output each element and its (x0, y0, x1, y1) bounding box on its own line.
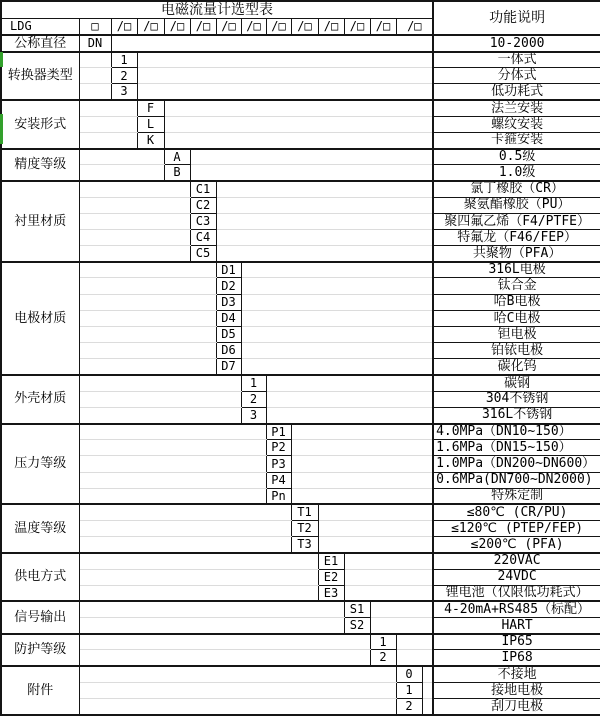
left-gap-cell (79, 682, 396, 698)
left-gap-cell (79, 391, 241, 407)
right-gap-cell (266, 391, 433, 407)
right-gap-cell (344, 585, 433, 601)
right-gap-cell (291, 488, 433, 504)
description-cell: ≤120℃ (PTEP/FEP) (433, 521, 600, 537)
left-gap-cell (79, 569, 318, 585)
left-gap-cell (79, 698, 396, 715)
table-row (1, 618, 600, 634)
code-cell: P3 (266, 456, 291, 472)
code-cell: Pn (266, 488, 291, 504)
code-cell: S2 (344, 618, 370, 634)
description-cell: 0.6MPa(DN700~DN2000) (433, 472, 600, 488)
right-gap-cell (137, 84, 433, 100)
left-gap-cell (79, 68, 111, 84)
page-title: 电磁流量计选型表 (1, 1, 433, 18)
category-label: 供电方式 (1, 553, 79, 602)
left-gap-cell (79, 116, 137, 132)
category-label: 防护等级 (1, 634, 79, 666)
table-row (1, 1, 600, 18)
right-gap-cell (164, 116, 433, 132)
right-gap-cell (216, 181, 433, 197)
left-gap-cell (79, 278, 216, 294)
category-label: 压力等级 (1, 424, 79, 505)
table-row (1, 165, 600, 181)
description-cell: 钛合金 (433, 278, 600, 294)
right-gap-cell (422, 666, 433, 682)
table-row (1, 634, 600, 650)
left-gap-cell (79, 132, 137, 148)
left-gap-cell (79, 246, 190, 262)
left-gap-cell (79, 375, 241, 391)
right-gap-cell (137, 68, 433, 84)
table-row (1, 310, 600, 326)
table-row (1, 650, 600, 666)
left-gap-cell (79, 262, 216, 278)
code-cell: 2 (396, 698, 422, 715)
right-gap-cell (241, 326, 433, 342)
left-gap-cell (79, 181, 190, 197)
description-cell: 316L电极 (433, 262, 600, 278)
right-gap-cell (318, 537, 433, 553)
table-row (1, 229, 600, 245)
left-gap-cell (79, 213, 190, 229)
table-row (1, 52, 600, 68)
category-label: 信号输出 (1, 601, 79, 633)
left-gap-cell (79, 407, 241, 423)
description-cell: 0.5级 (433, 149, 600, 165)
code-cell: T2 (291, 521, 318, 537)
left-gap-cell (79, 84, 111, 100)
right-gap-cell (344, 553, 433, 569)
code-cell: 2 (241, 391, 266, 407)
code-cell: 1 (370, 634, 396, 650)
table-row (1, 440, 600, 456)
right-gap-cell (318, 521, 433, 537)
right-gap-cell (164, 132, 433, 148)
table-row (1, 601, 600, 617)
right-gap-cell (216, 197, 433, 213)
model-slot-cell: /□ (164, 18, 190, 35)
code-cell: B (164, 165, 190, 181)
description-cell: 钽电极 (433, 326, 600, 342)
left-gap-cell (79, 197, 190, 213)
category-label: 安装形式 (1, 100, 79, 149)
description-cell: 螺纹安装 (433, 116, 600, 132)
table-row (1, 149, 600, 165)
description-cell: 4-20mA+RS485（标配） (433, 601, 600, 617)
right-gap-cell (137, 52, 433, 68)
description-cell: 1.0级 (433, 165, 600, 181)
table-row (1, 246, 600, 262)
table-row (1, 424, 600, 440)
left-gap-cell (79, 537, 291, 553)
table-row (1, 116, 600, 132)
left-gap-cell (79, 585, 318, 601)
category-label: 外壳材质 (1, 375, 79, 424)
right-gap-cell (266, 407, 433, 423)
description-cell: 1.0MPa（DN200~DN600） (433, 456, 600, 472)
left-gap-cell (79, 165, 164, 181)
table-row (1, 132, 600, 148)
edge-artifact-green (0, 52, 3, 67)
left-gap-cell (79, 100, 137, 116)
table-row (1, 262, 600, 278)
description-cell: 卡箍安装 (433, 132, 600, 148)
right-gap-cell (291, 472, 433, 488)
table-row (1, 682, 600, 698)
left-gap-cell (79, 650, 370, 666)
edge-artifact-green (0, 114, 3, 144)
table-row (1, 456, 600, 472)
description-cell: 锂电池（仅限低功耗式） (433, 585, 600, 601)
code-cell: A (164, 149, 190, 165)
right-gap-cell (111, 35, 433, 51)
code-cell: F (137, 100, 164, 116)
right-gap-cell (396, 650, 433, 666)
code-cell: D6 (216, 343, 241, 359)
model-prefix-cell: LDG (1, 18, 79, 35)
description-cell: 一体式 (433, 52, 600, 68)
model-slot-cell: /□ (396, 18, 433, 35)
model-box-cell: □ (79, 18, 111, 35)
table-row (1, 698, 600, 715)
right-gap-cell (241, 262, 433, 278)
left-gap-cell (79, 52, 111, 68)
right-gap-cell (241, 278, 433, 294)
code-cell: E2 (318, 569, 344, 585)
right-gap-cell (396, 634, 433, 650)
model-slot-cell: /□ (291, 18, 318, 35)
description-cell: 氯丁橡胶（CR） (433, 181, 600, 197)
table-row (1, 375, 600, 391)
description-cell: 哈C电极 (433, 310, 600, 326)
right-gap-cell (422, 698, 433, 715)
code-cell: C2 (190, 197, 216, 213)
model-slot-cell: /□ (111, 18, 137, 35)
left-gap-cell (79, 472, 266, 488)
table-row (1, 359, 600, 375)
left-gap-cell (79, 504, 291, 520)
right-gap-cell (164, 100, 433, 116)
code-cell: C1 (190, 181, 216, 197)
code-cell: P4 (266, 472, 291, 488)
code-cell: C3 (190, 213, 216, 229)
model-slot-cell: /□ (266, 18, 291, 35)
table-row (1, 488, 600, 504)
description-cell: 哈B电极 (433, 294, 600, 310)
description-cell: HART (433, 618, 600, 634)
category-label: 衬里材质 (1, 181, 79, 262)
description-cell: 低功耗式 (433, 84, 600, 100)
table-row (1, 278, 600, 294)
description-cell: IP68 (433, 650, 600, 666)
right-gap-cell (370, 618, 433, 634)
code-cell: D2 (216, 278, 241, 294)
code-cell: C4 (190, 229, 216, 245)
table-row (1, 537, 600, 553)
right-gap-cell (216, 246, 433, 262)
right-gap-cell (241, 343, 433, 359)
table-row (1, 213, 600, 229)
table-row (1, 666, 600, 682)
right-gap-cell (370, 601, 433, 617)
table-row (1, 407, 600, 423)
description-cell: 特氟龙（F46/FEP） (433, 229, 600, 245)
right-gap-cell (190, 149, 433, 165)
left-gap-cell (79, 618, 344, 634)
code-cell: P1 (266, 424, 291, 440)
right-gap-cell (291, 456, 433, 472)
code-cell: L (137, 116, 164, 132)
description-cell: 不接地 (433, 666, 600, 682)
category-label: 温度等级 (1, 504, 79, 553)
model-slot-cell: /□ (190, 18, 216, 35)
left-gap-cell (79, 440, 266, 456)
table-row (1, 585, 600, 601)
left-gap-cell (79, 601, 344, 617)
description-cell: 10-2000 (433, 35, 600, 51)
code-cell: 0 (396, 666, 422, 682)
table-row (1, 326, 600, 342)
left-gap-cell (79, 149, 164, 165)
code-cell: D5 (216, 326, 241, 342)
code-cell: 1 (396, 682, 422, 698)
left-gap-cell (79, 424, 266, 440)
description-cell: 碳钢 (433, 375, 600, 391)
left-gap-cell (79, 553, 318, 569)
function-column-header: 功能说明 (433, 1, 600, 35)
description-cell: ≤80℃ (CR/PU) (433, 504, 600, 520)
code-cell: E3 (318, 585, 344, 601)
left-gap-cell (79, 634, 370, 650)
table-row (1, 569, 600, 585)
code-cell: C5 (190, 246, 216, 262)
code-cell: K (137, 132, 164, 148)
table-row (1, 84, 600, 100)
code-cell: 3 (111, 84, 137, 100)
model-slot-cell: /□ (344, 18, 370, 35)
model-slot-cell: /□ (216, 18, 241, 35)
right-gap-cell (291, 440, 433, 456)
description-cell: 分体式 (433, 68, 600, 84)
description-cell: 220VAC (433, 553, 600, 569)
right-gap-cell (216, 229, 433, 245)
right-gap-cell (190, 165, 433, 181)
description-cell: 4.0MPa（DN10~150） (433, 424, 600, 440)
right-gap-cell (422, 682, 433, 698)
table-row (1, 504, 600, 520)
description-cell: 接地电极 (433, 682, 600, 698)
code-cell: D4 (216, 310, 241, 326)
code-cell: S1 (344, 601, 370, 617)
description-cell: ≤200℃ (PFA) (433, 537, 600, 553)
table-row (1, 343, 600, 359)
code-cell: P2 (266, 440, 291, 456)
description-cell: 聚氨酯橡胶（PU） (433, 197, 600, 213)
right-gap-cell (241, 310, 433, 326)
description-cell: 1.6MPa（DN15~150） (433, 440, 600, 456)
code-cell: 2 (111, 68, 137, 84)
code-cell: T1 (291, 504, 318, 520)
category-label: 电极材质 (1, 262, 79, 375)
category-label: 精度等级 (1, 149, 79, 181)
code-cell: 3 (241, 407, 266, 423)
code-cell: D7 (216, 359, 241, 375)
table-row (1, 35, 600, 51)
table-row (1, 181, 600, 197)
table-row (1, 553, 600, 569)
table-row (1, 68, 600, 84)
table-row (1, 100, 600, 116)
right-gap-cell (241, 359, 433, 375)
right-gap-cell (216, 213, 433, 229)
left-gap-cell (79, 343, 216, 359)
description-cell: 特殊定制 (433, 488, 600, 504)
code-cell: E1 (318, 553, 344, 569)
model-slot-cell: /□ (370, 18, 396, 35)
model-slot-cell: /□ (137, 18, 164, 35)
description-cell: 刮刀电极 (433, 698, 600, 715)
description-cell: IP65 (433, 634, 600, 650)
description-cell: 316L不锈钢 (433, 407, 600, 423)
right-gap-cell (241, 294, 433, 310)
code-cell: D3 (216, 294, 241, 310)
left-gap-cell (79, 294, 216, 310)
category-label: 公称直径 (1, 35, 79, 51)
code-cell: 2 (370, 650, 396, 666)
category-label: 转换器类型 (1, 52, 79, 101)
category-label: 附件 (1, 666, 79, 715)
description-cell: 共聚物（PFA） (433, 246, 600, 262)
table-row (1, 294, 600, 310)
description-cell: 304不锈钢 (433, 391, 600, 407)
left-gap-cell (79, 326, 216, 342)
description-cell: 法兰安装 (433, 100, 600, 116)
right-gap-cell (266, 375, 433, 391)
table-row (1, 472, 600, 488)
left-gap-cell (79, 666, 396, 682)
model-slot-cell: /□ (241, 18, 266, 35)
left-gap-cell (79, 229, 190, 245)
description-cell: 聚四氟乙烯（F4/PTFE） (433, 213, 600, 229)
code-cell: D1 (216, 262, 241, 278)
left-gap-cell (79, 359, 216, 375)
description-cell: 碳化钨 (433, 359, 600, 375)
left-gap-cell (79, 310, 216, 326)
left-gap-cell (79, 456, 266, 472)
table-row (1, 391, 600, 407)
right-gap-cell (344, 569, 433, 585)
table-row (1, 197, 600, 213)
code-cell: DN (79, 35, 111, 51)
description-cell: 24VDC (433, 569, 600, 585)
description-cell: 铂铱电极 (433, 343, 600, 359)
table-row (1, 521, 600, 537)
code-cell: 1 (241, 375, 266, 391)
left-gap-cell (79, 488, 266, 504)
model-slot-cell: /□ (318, 18, 344, 35)
right-gap-cell (318, 504, 433, 520)
code-cell: 1 (111, 52, 137, 68)
right-gap-cell (291, 424, 433, 440)
code-cell: T3 (291, 537, 318, 553)
left-gap-cell (79, 521, 291, 537)
